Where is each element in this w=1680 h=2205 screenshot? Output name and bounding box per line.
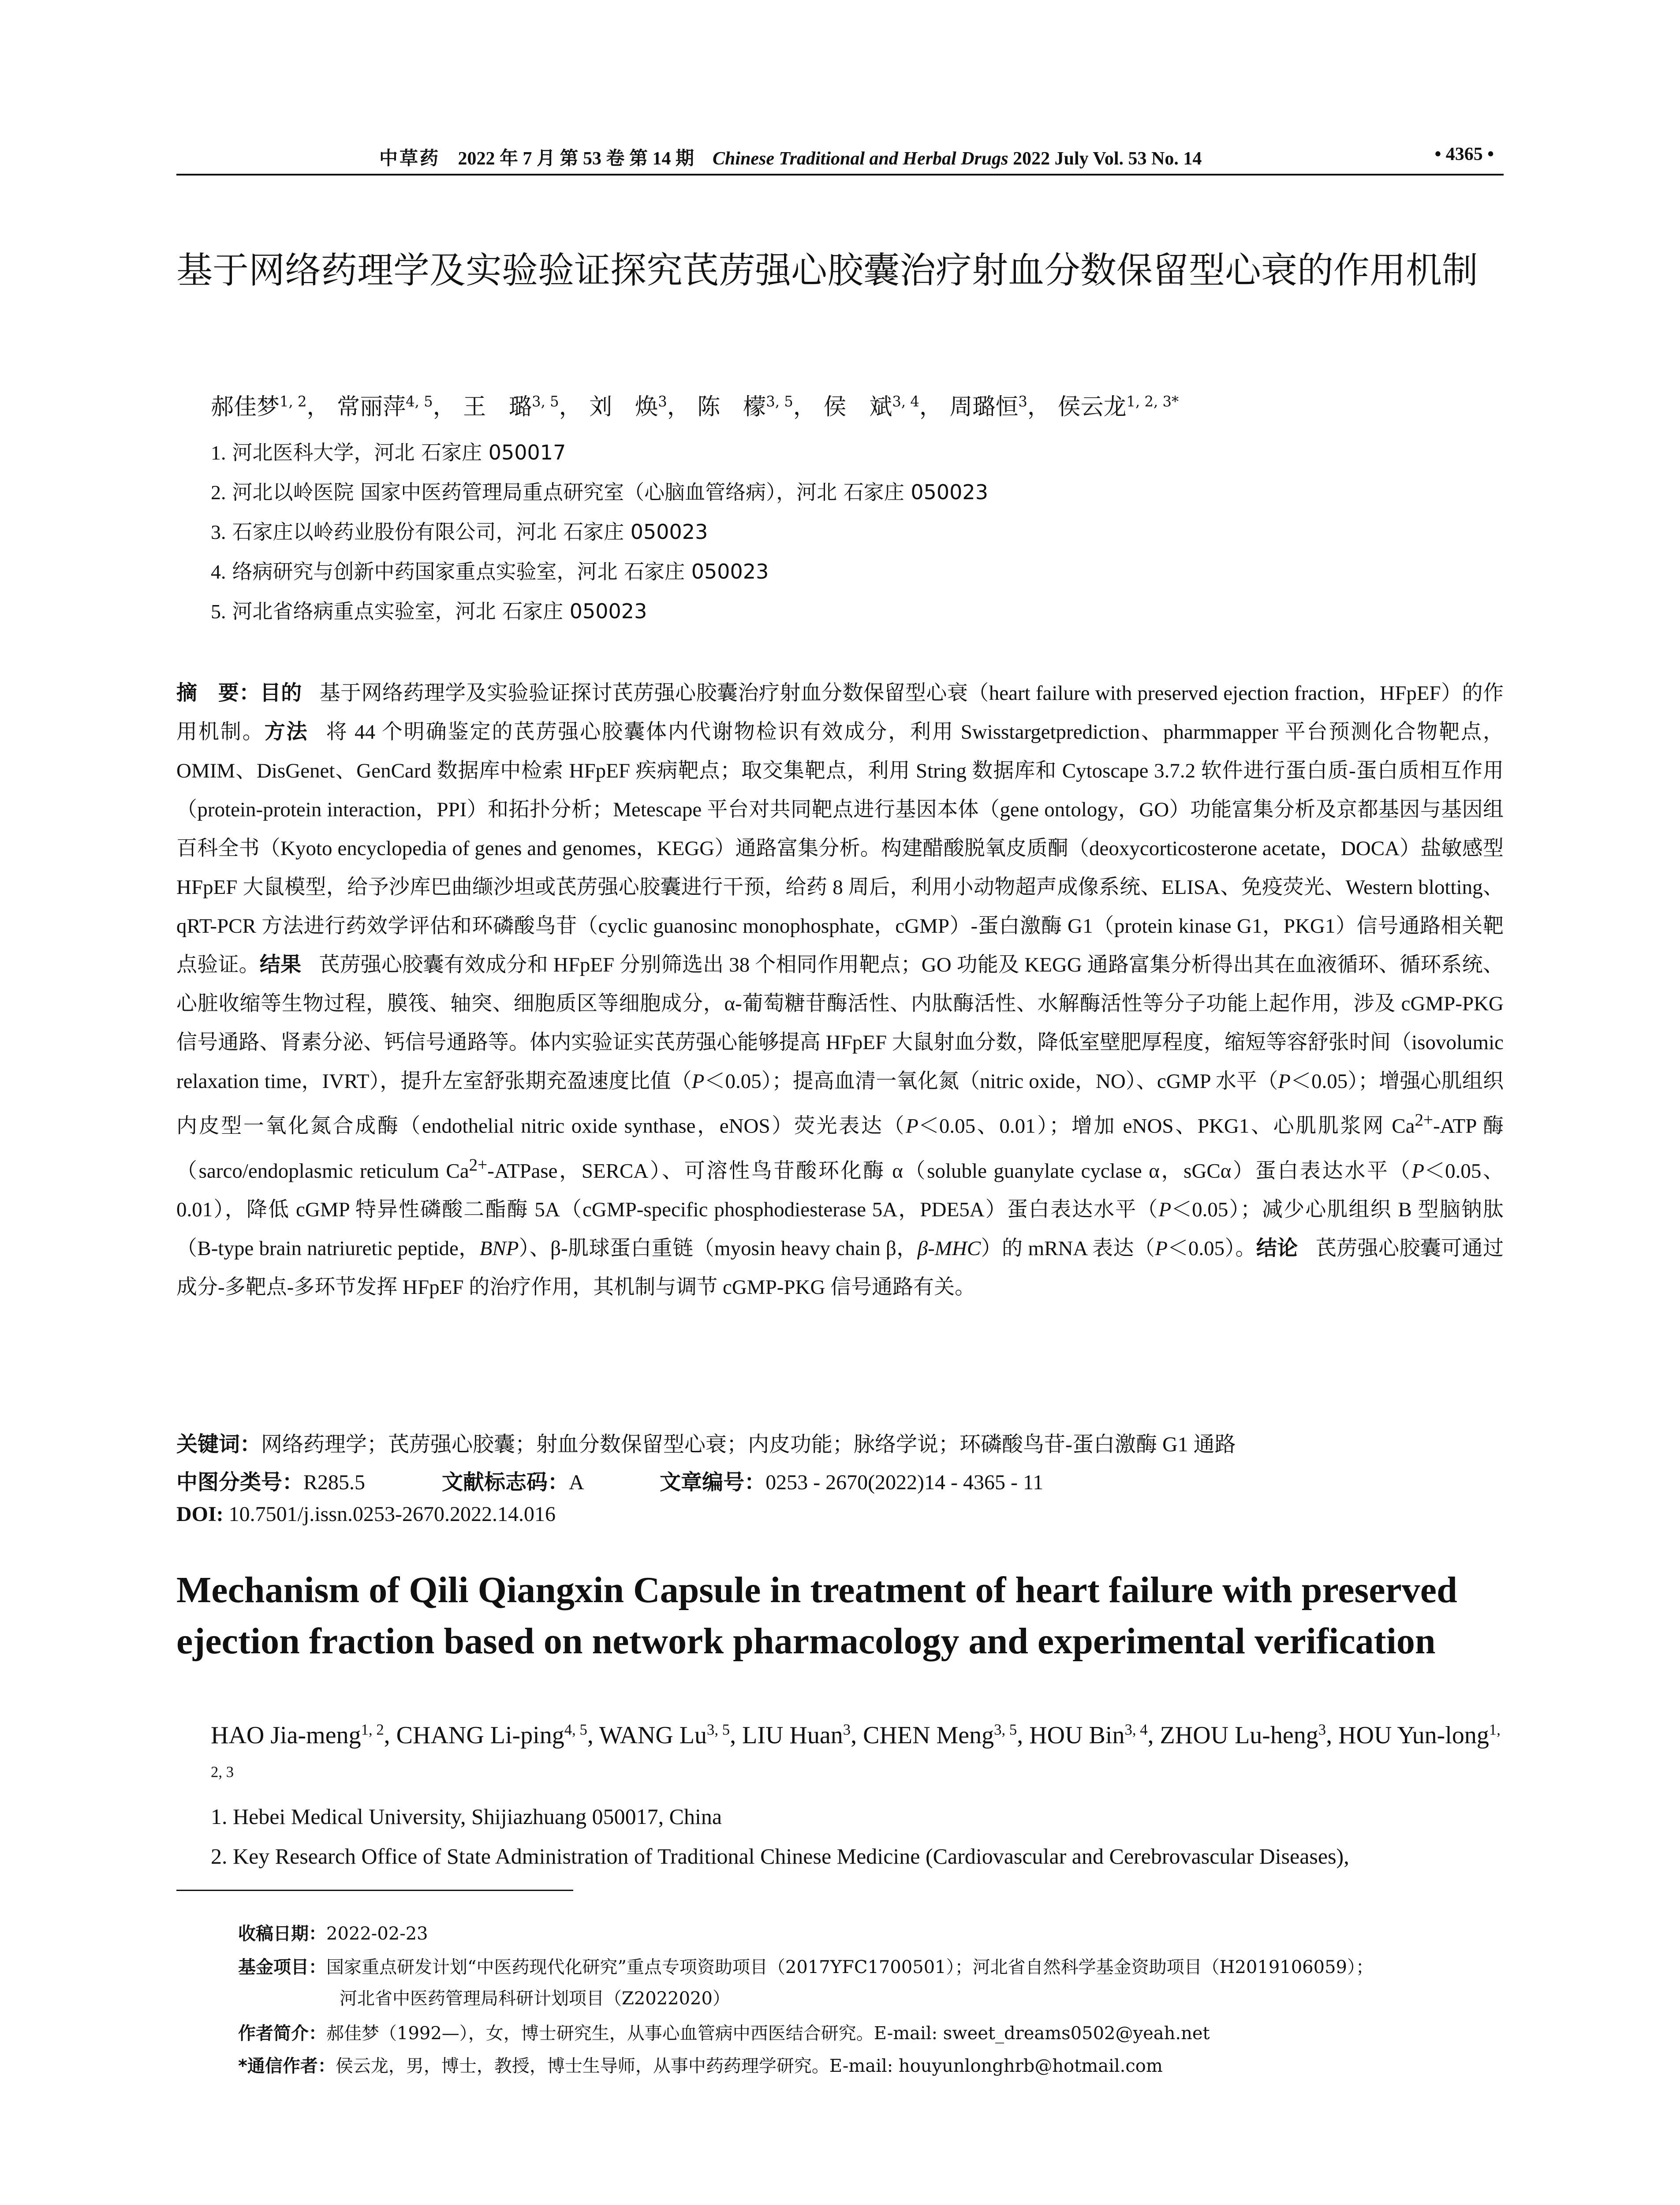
conclusion-text: 芪苈强心胶囊可通过成分-多靶点-多环节发挥 HFpEF 的治疗作用，其机制与调节 cGMP-PKG 信号通路有关。 — [176, 1237, 1504, 1299]
article-no-value: 0253 - 2670(2022)14 - 4365 - 11 — [765, 1471, 1044, 1494]
objective-label: 目的 — [260, 681, 302, 705]
keywords-line — [176, 1427, 1236, 1458]
doc-code-value: A — [569, 1471, 583, 1494]
article-no-label: 文章编号： — [660, 1470, 766, 1495]
methods-text: 将 44 个明确鉴定的芪苈强心胶囊体内代谢物检识有效成分，利用 Swisstargetprediction、pharmmapper 平台预测化合物靶点，OMIM、DisGenet、GenCard 数据库中检索 HFpEF 疾病靶点；取交集靶点，利用 String 数据库和 Cytoscape 3.7.2 软件进行蛋白质-蛋白质相互作用（protein-protein interaction，PPI）和拓扑分析；Metescape 平台对共同靶点进行基因本体（gene ontology，GO）功能富集分析及京都基因与基因组百科全书（Kyoto encyclopedia of genes and genomes，KEGG）通路富集分析。构建醋酸脱氧皮质酮（deoxycorticosterone acetate，DOCA）盐敏感型 HFpEF 大鼠模型，给予沙库巴曲缬沙坦或芪苈强心胶囊进行干预，给药 8 周后，利用小动物超声成像系统、ELISA、免疫荧光、Western blotting、qRT-PCR 方法进行药效学评估和环磷酸鸟苷（cyclic guanosinc monophosphate，cGMP）-蛋白激酶 G1（protein kinase G1，PKG1）信号通路相关靶点验证。 — [176, 721, 1504, 976]
en-author: ZHOU Lu-heng$^3$ — [1160, 1721, 1326, 1749]
cn-affiliation: 4. 络病研究与创新中药国家重点实验室，河北 石家庄 050023 — [211, 560, 769, 583]
cn-author: 郝佳梦$^{1, 2}$ — [211, 393, 307, 420]
issue-en: 2022 July Vol. 53 No. 14 — [1013, 149, 1202, 169]
cn-author: 周璐恒$^3$ — [949, 393, 1027, 420]
footnote-divider — [176, 1890, 573, 1891]
doi-line — [176, 1502, 556, 1526]
journal-name-cn: 中草药 — [379, 147, 441, 169]
page-number: • 4365 • — [1434, 144, 1494, 164]
en-author-list: HAO Jia-meng$^{1, 2}$, CHANG Li-ping$^{4, 5}$, WANG Lu$^{3, 5}$, LIU Huan$^3$, CHEN Meng$^{3, 5}$, HOU Bin$^{3, 4}$, ZHOU Lu-heng$^3$, HOU Yun-long$^{1, 2, 3}$ — [211, 1711, 1504, 1796]
cn-affiliation: 5. 河北省络病重点实验室，河北 石家庄 050023 — [211, 599, 647, 623]
conclusion-label: 结论 — [1256, 1236, 1298, 1261]
en-affiliation: 2. Key Research Office of State Administration of Traditional Chinese Medicine (Cardiovascular and Cerebrovascular Diseases), — [211, 1844, 1349, 1869]
keywords-label: 关键词： — [176, 1432, 261, 1457]
doi-value[interactable]: 10.7501/j.issn.0253-2670.2022.14.016 — [228, 1502, 556, 1526]
en-title: Mechanism of Qili Qiangxin Capsule in treatment of heart failure with preserved ejection fraction based on network pharmacology and experimental verification — [176, 1570, 1457, 1662]
cn-affiliation: 1. 河北医科大学，河北 石家庄 050017 — [211, 441, 566, 464]
cn-author: 王 璐$^{3, 5}$ — [463, 393, 559, 420]
footnote-corresponding: *通信作者：侯云龙，男，博士，教授，博士生导师，从事中药药理学研究。E-mail: houyunlonghrb@hotmail.com — [238, 2056, 1163, 2076]
methods-label: 方法 — [264, 720, 309, 744]
cn-author: 侯 斌$^{3, 4}$ — [823, 393, 919, 420]
cn-author-list: 郝佳梦$^{1, 2}$， 常丽萍$^{4, 5}$， 王 璐$^{3, 5}$， 刘 焕$^3$， 陈 檬$^{3, 5}$， 侯 斌$^{3, 4}$， 周璐恒$^3$， 侯云龙$^{1, 2, 3*}$ — [211, 393, 1179, 420]
en-author: HAO Jia-meng$^{1, 2}$ — [211, 1721, 384, 1749]
en-author: CHEN Meng$^{3, 5}$ — [863, 1721, 1017, 1749]
cn-author: 常丽萍$^{4, 5}$ — [337, 393, 433, 420]
clc-label: 中图分类号： — [176, 1470, 304, 1495]
cn-title: 基于网络药理学及实验验证探究芪苈强心胶囊治疗射血分数保留型心衰的作用机制 — [176, 250, 1478, 292]
journal-name-en: Chinese Traditional and Herbal Drugs — [713, 149, 1008, 169]
clc-value: R285.5 — [303, 1471, 366, 1494]
doi-label: DOI: — [176, 1502, 224, 1526]
classification-line — [176, 1465, 1043, 1495]
en-author: CHANG Li-ping$^{4, 5}$ — [396, 1721, 587, 1749]
cn-abstract: 摘 要：目的 基于网络药理学及实验验证探讨芪苈强心胶囊治疗射血分数保留型心衰（heart failure with preserved ejection fraction，HFpEF）的作用机制。方法 将 44 个明确鉴定的芪苈强心胶囊体内代谢物检识有效成分，利用 Swisstargetprediction、pharmmapper 平台预测化合物靶点，OMIM、DisGenet、GenCard 数据库中检索 HFpEF 疾病靶点；取交集靶点，利用 String 数据库和 Cytoscape 3.7.2 软件进行蛋白质-蛋白质相互作用（protein-protein interaction，PPI）和拓扑分析；Metescape 平台对共同靶点进行基因本体（gene ontology，GO）功能富集分析及京都基因与基因组百科全书（Kyoto encyclopedia of genes and genomes，KEGG）通路富集分析。构建醋酸脱氧皮质酮（deoxycorticosterone acetate，DOCA）盐敏感型 HFpEF 大鼠模型，给予沙库巴曲缬沙坦或芪苈强心胶囊进行干预，给药 8 周后，利用小动物超声成像系统、ELISA、免疫荧光、Western blotting、qRT-PCR 方法进行药效学评估和环磷酸鸟苷（cyclic guanosinc monophosphate，cGMP）-蛋白激酶 G1（protein kinase G1，PKG1）信号通路相关靶点验证。结果 芪苈强心胶囊有效成分和 HFpEF 分别筛选出 38 个相同作用靶点；GO 功能及 KEGG 通路富集分析得出其在血液循环、循环系统、心脏收缩等生物过程，膜筏、轴突、细胞质区等细胞成分，α-葡萄糖苷酶活性、内肽酶活性、水解酶活性等分子功能上起作用，涉及 cGMP-PKG 信号通路、肾素分泌、钙信号通路等。体内实验证实芪苈强心能够提高 HFpEF 大鼠射血分数，降低室壁肥厚程度，缩短等容舒张时间（isovolumic relaxation time，IVRT），提升左室舒张期充盈速度比值（P＜0.05）；提高血清一氧化氮（nitric oxide，NO）、cGMP 水平（P＜0.05）；增强心肌组织内皮型一氧化氮合成酶（endothelial nitric oxide synthase，eNOS）荧光表达（P＜0.05、0.01）；增加 eNOS、PKG1、心肌肌浆网 $Ca^{2+}$-ATP 酶（sarco/endoplasmic reticulum $Ca^{2+}$-ATPase，SERCA）、可溶性鸟苷酸环化酶 α（soluble guanylate cyclase α，sGCα）蛋白表达水平（P＜0.05、0.01），降低 cGMP 特异性磷酸二酯酶 5A（cGMP-specific phosphodiesterase 5A，PDE5A）蛋白表达水平（P＜0.05）；减少心肌组织 B 型脑钠肽（B-type brain natriuretic peptide，BNP）、β-肌球蛋白重链（myosin heavy chain β，β-MHC）的 mRNA 表达（P＜0.05）。结论 芪苈强心胶囊可通过成分-多靶点-多环节发挥 HFpEF 的治疗作用，其机制与调节 cGMP-PKG 信号通路有关。 — [176, 681, 1504, 1299]
en-author: WANG Lu$^{3, 5}$ — [599, 1721, 730, 1749]
en-author: HOU Bin$^{3, 4}$ — [1029, 1721, 1148, 1749]
results-label: 结果 — [259, 953, 302, 977]
issue-cn: 2022 年 7 月 第 53 卷 第 14 期 — [458, 149, 694, 169]
cn-author: 陈 檬$^{3, 5}$ — [697, 393, 793, 420]
objective-text: 基于网络药理学及实验验证探讨芪苈强心胶囊治疗射血分数保留型心衰（heart failure with preserved ejection fraction，HFpEF）的作用机制。 — [176, 682, 1504, 744]
abstract-label: 摘 要： — [176, 681, 260, 705]
footnote-received: 收稿日期：2022-02-23 — [238, 1924, 428, 1944]
header-journal-line — [379, 144, 1202, 170]
cn-author: 刘 焕$^3$ — [589, 393, 667, 420]
en-author: HOU Yun-long$^{1, 2, 3}$ — [211, 1721, 1501, 1781]
doc-code-label: 文献标志码： — [442, 1470, 569, 1495]
cn-author: 侯云龙$^{1, 2, 3*}$ — [1057, 393, 1179, 420]
running-header — [176, 140, 1504, 176]
footnote-fund-continued: 河北省中医药管理局科研计划项目（Z2022020） — [340, 1988, 730, 2009]
footnote-author: 作者简介：郝佳梦（1992—），女，博士研究生，从事心血管病中西医结合研究。E-mail: sweet_dreams0502@yeah.net — [238, 2023, 1210, 2044]
en-affiliation: 1. Hebei Medical University, Shijiazhuang 050017, China — [211, 1804, 722, 1829]
cn-affiliation: 3. 石家庄以岭药业股份有限公司，河北 石家庄 050023 — [211, 520, 708, 544]
footnote-fund: 基金项目：国家重点研发计划“中医药现代化研究”重点专项资助项目（2017YFC1700501）；河北省自然科学基金资助项目（H2019106059）； — [238, 1957, 1374, 1977]
keywords-text: 网络药理学；芪苈强心胶囊；射血分数保留型心衰；内皮功能；脉络学说；环磷酸鸟苷-蛋白激酶 G1 通路 — [261, 1433, 1236, 1456]
en-author: LIU Huan$^3$ — [742, 1721, 851, 1749]
cn-affiliation: 2. 河北以岭医院 国家中医药管理局重点研究室（心脑血管络病），河北 石家庄 050023 — [211, 480, 988, 504]
results-text: 芪苈强心胶囊有效成分和 HFpEF 分别筛选出 38 个相同作用靶点；GO 功能及 KEGG 通路富集分析得出其在血液循环、循环系统、心脏收缩等生物过程，膜筏、轴突、细胞质区等细胞成分，α-葡萄糖苷酶活性、内肽酶活性、水解酶活性等分子功能上起作用，涉及 cGMP-PKG 信号通路、肾素分泌、钙信号通路等。体内实验证实芪苈强心能够提高 HFpEF 大鼠射血分数，降低室壁肥厚程度，缩短等容舒张时间（isovolumic relaxation time，IVRT），提升左室舒张期充盈速度比值（ — [176, 953, 1504, 1093]
